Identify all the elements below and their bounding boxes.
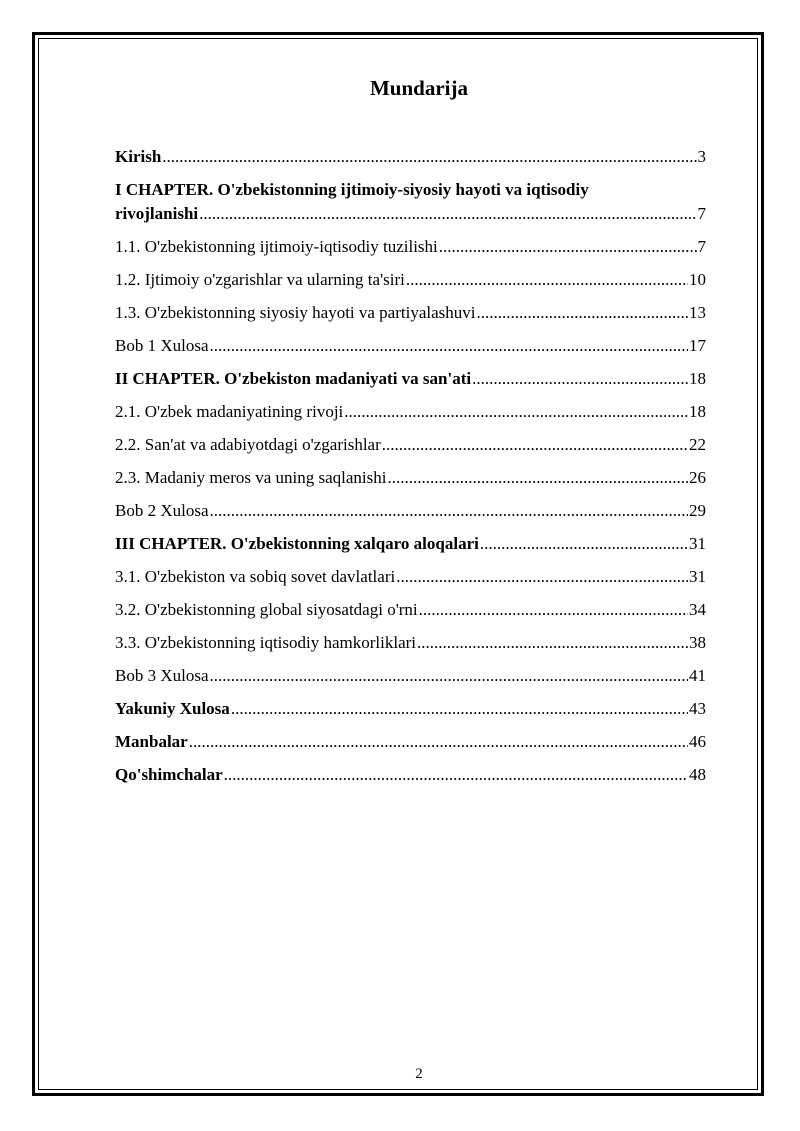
dot-leader bbox=[396, 566, 688, 588]
toc-entry-page: 48 bbox=[689, 765, 706, 784]
toc-entry-label: 1.2. Ijtimoiy o'zgarishlar va ularning ta'siri bbox=[115, 270, 405, 289]
toc-entry-page: 22 bbox=[689, 435, 706, 454]
toc-entry-page: 26 bbox=[689, 468, 706, 487]
toc-entry-label: 1.3. O'zbekistonning siyosiy hayoti va partiyalashuvi bbox=[115, 303, 476, 322]
dot-leader bbox=[210, 335, 689, 357]
dot-leader bbox=[210, 500, 689, 522]
toc-entry-page: 41 bbox=[689, 666, 706, 685]
dot-leader bbox=[162, 146, 696, 168]
toc-entry-label: Kirish bbox=[115, 147, 162, 166]
toc-entry-bob-1-xulosa[interactable] bbox=[115, 335, 706, 357]
dot-leader bbox=[480, 533, 688, 555]
toc-entry-page: 18 bbox=[689, 369, 706, 388]
toc-entry-1-2[interactable] bbox=[115, 269, 706, 291]
toc-entry-page: 13 bbox=[689, 303, 706, 322]
toc-entry-chapter-1[interactable] bbox=[115, 179, 706, 225]
dot-leader bbox=[344, 401, 688, 423]
toc-entry-3-3[interactable] bbox=[115, 632, 706, 654]
toc-entry-2-1[interactable] bbox=[115, 401, 706, 423]
toc-entry-page: 3 bbox=[697, 147, 706, 166]
toc-entry-label-line1: I CHAPTER. O'zbekistonning ijtimoiy-siyosiy hayoti va iqtisodiy bbox=[115, 180, 589, 199]
dot-leader bbox=[417, 632, 688, 654]
toc-entry-bob-2-xulosa[interactable] bbox=[115, 500, 706, 522]
dot-leader bbox=[231, 698, 688, 720]
toc-entry-bob-3-xulosa[interactable] bbox=[115, 665, 706, 687]
toc-entry-3-1[interactable] bbox=[115, 566, 706, 588]
toc-entry-page: 46 bbox=[689, 732, 706, 751]
toc-entry-1-3[interactable] bbox=[115, 302, 706, 324]
dot-leader bbox=[472, 368, 688, 390]
toc-entry-yakuniy-xulosa[interactable] bbox=[115, 698, 706, 720]
toc-entry-label: 3.2. O'zbekistonning global siyosatdagi o'rni bbox=[115, 600, 418, 619]
dot-leader bbox=[224, 764, 688, 786]
toc-entry-manbalar[interactable] bbox=[115, 731, 706, 753]
toc-entry-3-2[interactable] bbox=[115, 599, 706, 621]
dot-leader bbox=[419, 599, 688, 621]
dot-leader bbox=[189, 731, 688, 753]
toc-entry-label: Bob 2 Xulosa bbox=[115, 501, 209, 520]
toc-entry-page: 43 bbox=[689, 699, 706, 718]
toc-entry-qoshimchalar[interactable] bbox=[115, 764, 706, 786]
toc-entry-page: 17 bbox=[689, 336, 706, 355]
toc-entry-page: 29 bbox=[689, 501, 706, 520]
toc-entry-page: 31 bbox=[689, 534, 706, 553]
toc-entry-1-1[interactable] bbox=[115, 236, 706, 258]
toc-entry-label: III CHAPTER. O'zbekistonning xalqaro aloqalari bbox=[115, 534, 479, 553]
toc-entry-page: 34 bbox=[689, 600, 706, 619]
toc-entry-label: 2.1. O'zbek madaniyatining rivoji bbox=[115, 402, 344, 421]
dot-leader bbox=[439, 236, 697, 258]
table-of-contents bbox=[115, 146, 706, 797]
dot-leader bbox=[210, 665, 689, 687]
toc-entry-2-3[interactable] bbox=[115, 467, 706, 489]
toc-title: Mundarija bbox=[369, 76, 468, 100]
toc-entry-page: 31 bbox=[689, 567, 706, 586]
toc-entry-label: rivojlanishi bbox=[115, 204, 199, 223]
toc-entry-chapter-2[interactable] bbox=[115, 368, 706, 390]
toc-entry-label: 3.1. O'zbekiston va sobiq sovet davlatlari bbox=[115, 567, 396, 586]
dot-leader bbox=[406, 269, 688, 291]
toc-entry-label: II CHAPTER. O'zbekiston madaniyati va san'ati bbox=[115, 369, 472, 388]
dot-leader bbox=[382, 434, 688, 456]
toc-entry-label: Manbalar bbox=[115, 732, 188, 751]
toc-entry-label: Yakuniy Xulosa bbox=[115, 699, 230, 718]
dot-leader bbox=[199, 203, 696, 225]
toc-entry-label: Bob 1 Xulosa bbox=[115, 336, 209, 355]
toc-entry-page: 7 bbox=[697, 204, 706, 223]
toc-entry-2-2[interactable] bbox=[115, 434, 706, 456]
toc-entry-label: Qo'shimchalar bbox=[115, 765, 223, 784]
toc-entry-page: 18 bbox=[689, 402, 706, 421]
toc-entry-label: 1.1. O'zbekistonning ijtimoiy-iqtisodiy tuzilishi bbox=[115, 237, 438, 256]
toc-entry-label: 2.2. San'at va adabiyotdagi o'zgarishlar bbox=[115, 435, 381, 454]
toc-entry-page: 10 bbox=[689, 270, 706, 289]
dot-leader bbox=[388, 467, 689, 489]
toc-entry-kirish[interactable] bbox=[115, 146, 706, 168]
toc-entry-page: 7 bbox=[697, 237, 706, 256]
toc-entry-label: Bob 3 Xulosa bbox=[115, 666, 209, 685]
toc-entry-label: 2.3. Madaniy meros va uning saqlanishi bbox=[115, 468, 387, 487]
toc-entry-chapter-3[interactable] bbox=[115, 533, 706, 555]
toc-entry-page: 38 bbox=[689, 633, 706, 652]
toc-entry-label: 3.3. O'zbekistonning iqtisodiy hamkorliklari bbox=[115, 633, 417, 652]
page-number: 2 bbox=[415, 1066, 423, 1082]
dot-leader bbox=[477, 302, 689, 324]
